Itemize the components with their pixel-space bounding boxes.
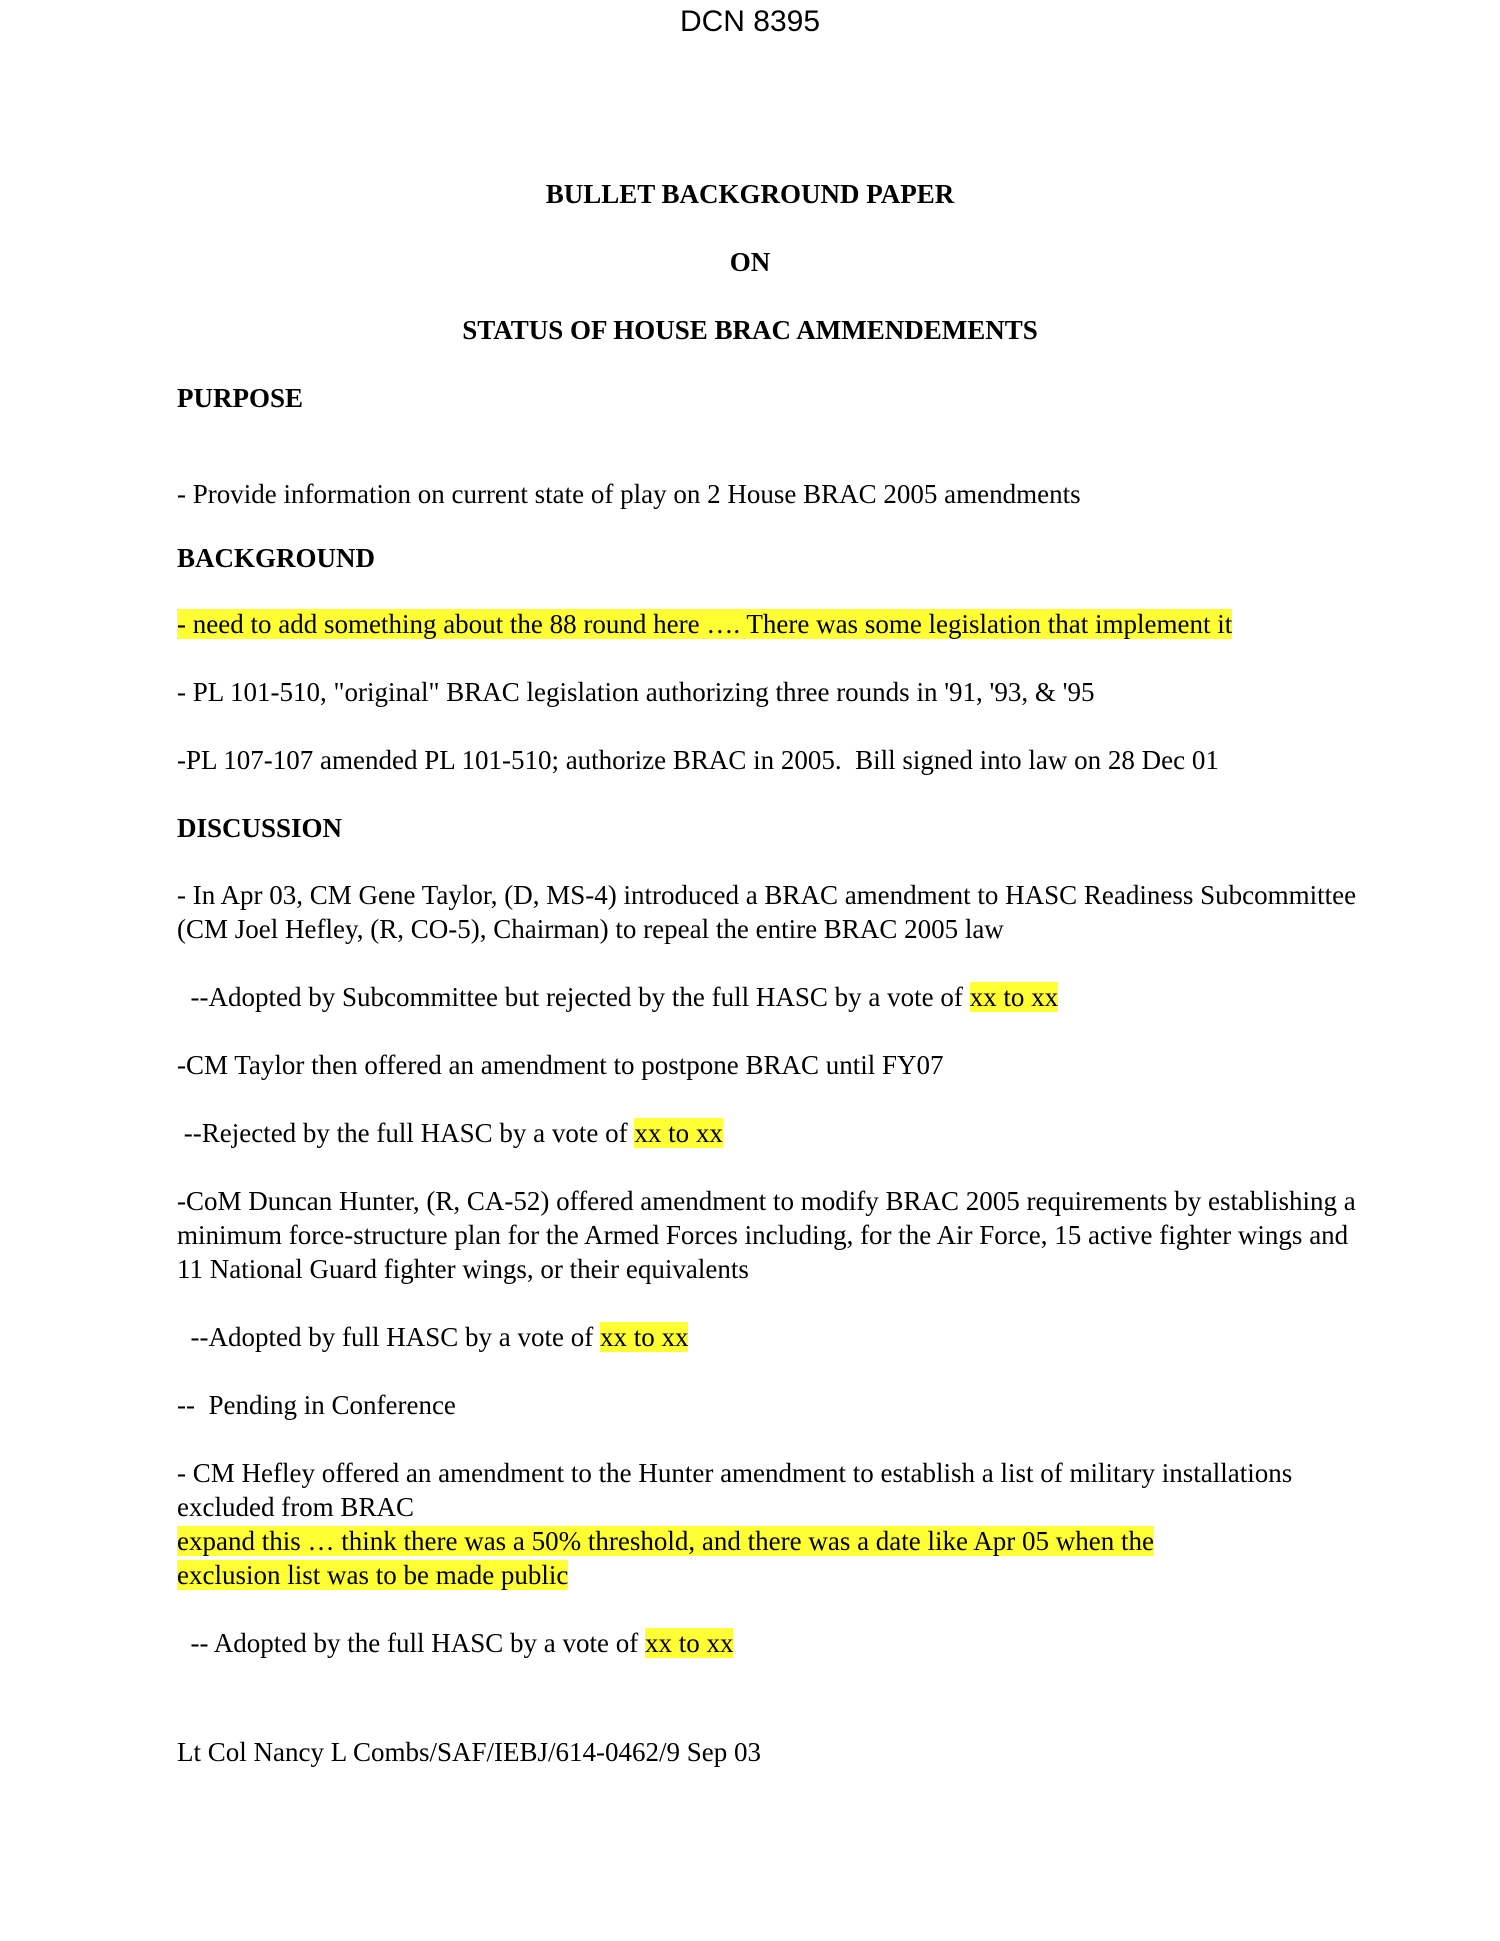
background-item-2: -PL 107-107 amended PL 101-510; authorize BRAC in 2005. Bill signed into law on 28 Dec 01 [177,745,1219,775]
vote-placeholder-highlight: xx to xx [644,1628,734,1658]
purpose-text: - Provide information on current state of play on 2 House BRAC 2005 amendments [177,479,1081,509]
dcn-stamp: DCN 8395 [679,5,821,38]
hefley-note-highlight-line-1: expand this … think there was a 50% threshold, and there was a date like Apr 05 when the [177,1526,1154,1556]
background-note-highlight: - need to add something about the 88 round here …. There was some legislation that implement it [177,609,1233,639]
vote-text: --Adopted by Subcommittee but rejected by the full HASC by a vote of [177,982,970,1012]
purpose-heading: PURPOSE [177,383,304,413]
discussion-taylor-repeal: - In Apr 03, CM Gene Taylor, (D, MS-4) introduced a BRAC amendment to HASC Readiness Subcommittee (CM Joel Hefley, (R, CO-5), Chairman) to repeal the entire BRAC 2005 law [177,880,1363,944]
background-note [177,607,1357,641]
discussion-hefley-note [177,1524,1357,1592]
vote-text: --Adopted by full HASC by a vote of [177,1322,600,1352]
vote-placeholder-highlight: xx to xx [599,1322,689,1352]
title-line-3: STATUS OF HOUSE BRAC AMMENDEMENTS [462,315,1038,345]
discussion-hefley-vote [177,1626,1357,1660]
discussion-heading: DISCUSSION [177,813,343,843]
vote-placeholder-highlight: xx to xx [969,982,1059,1012]
title-line-1: BULLET BACKGROUND PAPER [545,179,955,209]
discussion-hunter-vote [177,1320,1357,1354]
hefley-note-highlight-line-2: exclusion list was to be made public [177,1560,569,1590]
vote-text: -- Adopted by the full HASC by a vote of [177,1628,645,1658]
discussion-rejected-vote [177,1116,1357,1150]
discussion-hunter-amendment: -CoM Duncan Hunter, (R, CA-52) offered amendment to modify BRAC 2005 requirements by establishing a minimum force-structure plan for the Armed Forces including, for the Air Force, 15 active fighter wings and 11 National Guard fighter wings, or their equivalents [177,1186,1363,1284]
discussion-subcommittee-vote [177,980,1357,1014]
vote-text: --Rejected by the full HASC by a vote of [177,1118,635,1148]
vote-placeholder-highlight: xx to xx [634,1118,723,1148]
discussion-taylor-postpone: -CM Taylor then offered an amendment to postpone BRAC until FY07 [177,1050,944,1080]
discussion-hefley-amendment: - CM Hefley offered an amendment to the Hunter amendment to establish a list of military installations excluded from BRAC [177,1458,1299,1522]
background-heading: BACKGROUND [177,543,376,573]
title-line-2: ON [729,247,771,277]
discussion-pending: -- Pending in Conference [177,1390,456,1420]
background-item-1: - PL 101-510, "original" BRAC legislation authorizing three rounds in '91, '93, & '95 [177,677,1095,707]
signature-block: Lt Col Nancy L Combs/SAF/IEBJ/614-0462/9 Sep 03 [177,1737,762,1767]
